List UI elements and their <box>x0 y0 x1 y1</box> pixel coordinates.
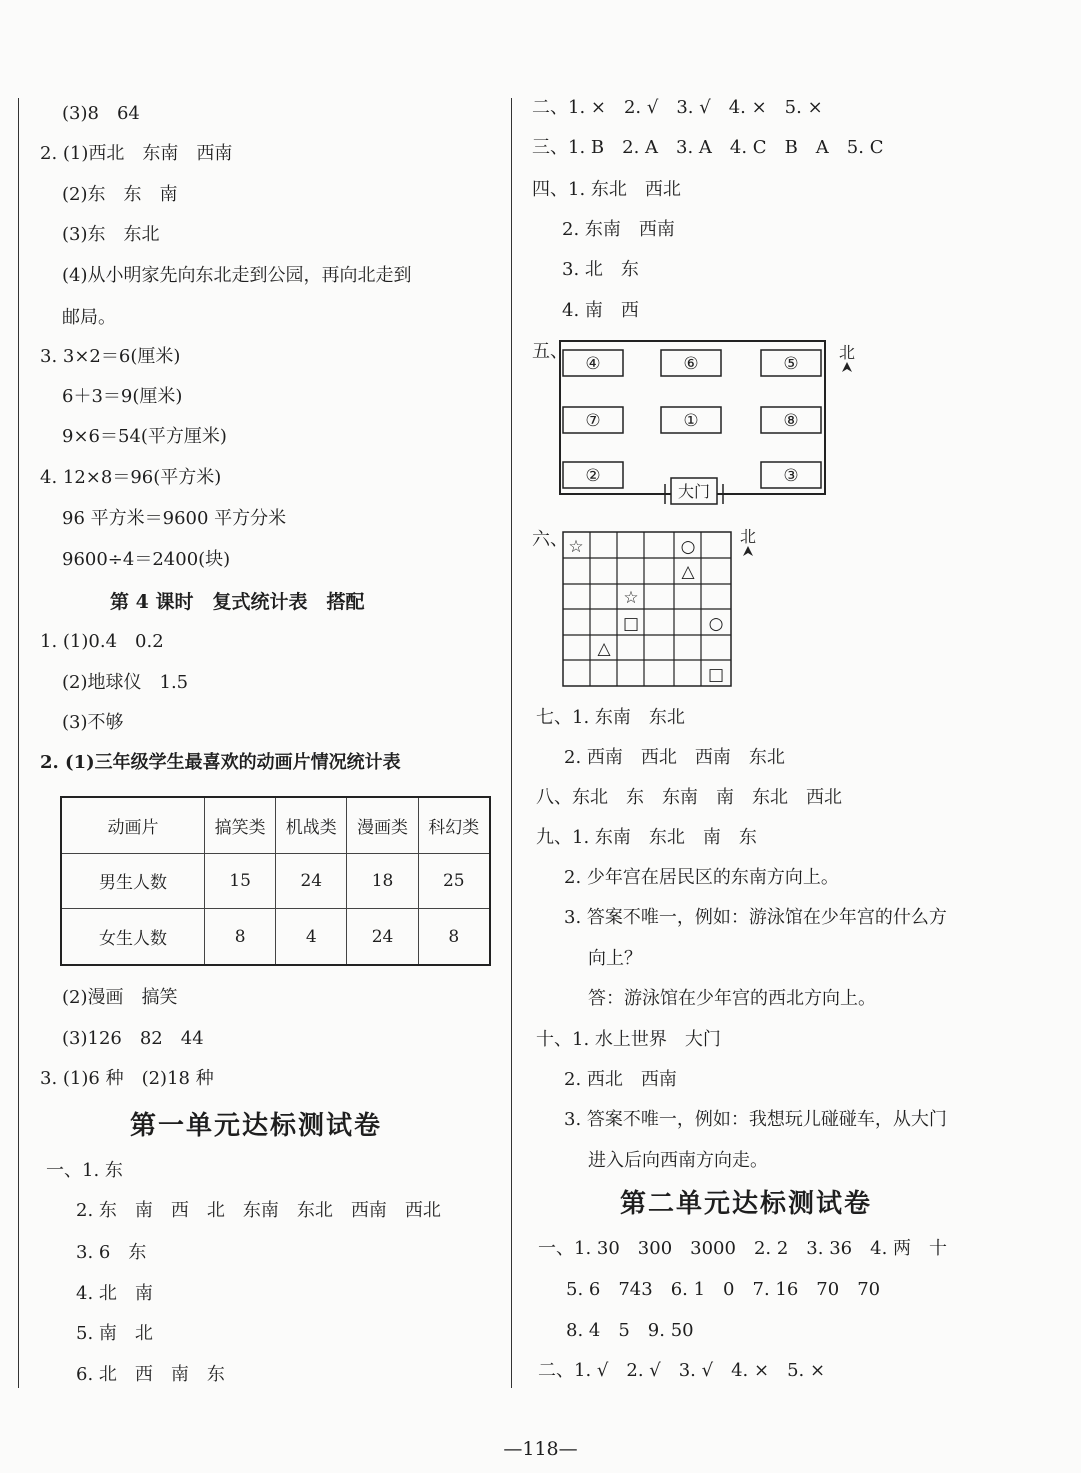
answer-line: 2. 西北 西南 <box>564 1069 677 1090</box>
star-icon: ☆ <box>568 537 584 557</box>
answer-line: 9×6＝54(平方厘米) <box>62 426 227 447</box>
map-label: ⑤ <box>783 354 799 374</box>
north-label: 北 <box>739 527 757 546</box>
answer-line: 9600÷4＝2400(块) <box>62 549 231 570</box>
circle-icon: ○ <box>680 537 696 557</box>
triangle-icon: △ <box>597 639 611 659</box>
answer-line: 三、1. B 2. A 3. A 4. C B A 5. C <box>532 137 884 158</box>
answer-line: 一、1. 东 <box>46 1160 123 1181</box>
answer-line: 1. (1)0.4 0.2 <box>40 631 164 652</box>
answer-line: 5. 6 743 6. 1 0 7. 16 70 70 <box>566 1279 881 1300</box>
answer-line: 3. 6 东 <box>76 1242 147 1263</box>
answer-line: 2. (1)西北 东南 西南 <box>40 143 233 164</box>
answer-line: 邮局。 <box>62 307 116 328</box>
square-icon: □ <box>707 665 725 685</box>
star-icon: ☆ <box>623 588 639 608</box>
table-cell: 4 <box>276 909 347 965</box>
section-title: 第 4 课时 复式统计表 搭配 <box>110 591 365 613</box>
answer-line: 答：游泳馆在少年宫的西北方向上。 <box>588 988 876 1009</box>
map-label: ⑧ <box>783 411 799 431</box>
table-header-cell: 漫画类 <box>347 797 418 853</box>
table-cell: 15 <box>205 853 276 908</box>
answer-line: 3. 3×2＝6(厘米) <box>40 346 181 367</box>
table-header-row <box>61 797 490 853</box>
answer-line: 6＋3＝9(厘米) <box>62 386 183 407</box>
table-header-cell: 搞笑类 <box>205 797 276 853</box>
map-label: ③ <box>783 466 799 486</box>
table-cell: 8 <box>205 909 276 965</box>
answer-line: 3. 答案不唯一，例如：我想玩儿碰碰车，从大门 <box>564 1109 947 1130</box>
answer-line: (2)漫画 搞笑 <box>62 987 178 1008</box>
answer-line: 向上？ <box>588 948 642 969</box>
answer-line: 二、1. √ 2. √ 3. √ 4. × 5. × <box>538 1360 826 1381</box>
north-arrow-icon <box>842 362 852 372</box>
answer-line: (2)地球仪 1.5 <box>62 672 189 693</box>
map-label: ① <box>683 411 699 431</box>
unit-one-title: 第一单元达标测试卷 <box>130 1111 383 1141</box>
answer-line: 6. 北 西 南 东 <box>76 1364 225 1385</box>
answer-line: 2. 少年宫在居民区的东南方向上。 <box>564 867 839 888</box>
answer-line: 2. 西南 西北 西南 东北 <box>564 747 785 768</box>
map-label: ⑥ <box>683 354 699 374</box>
answer-line: 九、1. 东南 东北 南 东 <box>536 827 757 848</box>
unit-two-title: 第二单元达标测试卷 <box>620 1189 873 1219</box>
table-cell: 24 <box>276 853 347 908</box>
answer-line: 8. 4 5 9. 50 <box>566 1320 694 1341</box>
table-cell: 18 <box>347 853 418 908</box>
answer-line: 5. 南 北 <box>76 1323 153 1344</box>
map-label: ② <box>585 466 601 486</box>
answer-line: 一、1. 30 300 3000 2. 2 3. 36 4. 两 十 <box>538 1238 948 1259</box>
answer-line: 七、1. 东南 东北 <box>536 707 685 728</box>
table-row <box>61 853 490 908</box>
answer-line: 进入后向西南方向走。 <box>588 1150 768 1171</box>
answer-line: (3)东 东北 <box>62 224 160 245</box>
answer-line: 二、1. × 2. √ 3. √ 4. × 5. × <box>532 97 823 118</box>
answer-line: 2. 东 南 西 北 东南 东北 西南 西北 <box>76 1200 441 1221</box>
answer-line: (2)东 东 南 <box>62 184 178 205</box>
answer-line: (3)8 64 <box>62 103 140 124</box>
statistics-table <box>60 796 491 966</box>
answer-line: 3. 北 东 <box>562 259 639 280</box>
answer-line: 96 平方米＝9600 平方分米 <box>62 508 287 529</box>
row-label: 女生人数 <box>61 909 205 965</box>
table-row <box>61 909 490 965</box>
table-header-cell: 科幻类 <box>418 797 490 853</box>
circle-icon: ○ <box>708 614 724 634</box>
question-six-label: 六、 <box>532 529 568 550</box>
answer-line: 4. 南 西 <box>562 300 639 321</box>
answer-line: 四、1. 东北 西北 <box>532 179 681 200</box>
table-caption: 2. (1)三年级学生最喜欢的动画片情况统计表 <box>40 752 401 773</box>
table-cell: 8 <box>418 909 490 965</box>
north-label: 北 <box>838 343 856 362</box>
table-header-cell: 动画片 <box>61 797 205 853</box>
gate-label: 大门 <box>677 482 711 501</box>
row-label: 男生人数 <box>61 853 205 908</box>
page-number: —118— <box>503 1438 578 1460</box>
answer-line: 八、东北 东 东南 南 东北 西北 <box>536 787 842 808</box>
square-icon: □ <box>622 614 640 634</box>
question-five-label: 五、 <box>532 341 568 362</box>
answer-line: 3. 答案不唯一，例如：游泳馆在少年宫的什么方 <box>564 907 947 928</box>
triangle-icon: △ <box>681 562 695 582</box>
map-label: ④ <box>585 354 601 374</box>
answer-line: (3)不够 <box>62 712 124 733</box>
position-grid <box>560 526 775 691</box>
answer-line: 4. 北 南 <box>76 1283 153 1304</box>
table-cell: 25 <box>418 853 490 908</box>
direction-map <box>555 338 865 508</box>
column-divider <box>511 98 512 1388</box>
table-header-cell: 机战类 <box>276 797 347 853</box>
map-label: ⑦ <box>585 411 601 431</box>
answer-line: (4)从小明家先向东北走到公园，再向北走到 <box>62 265 412 286</box>
left-margin-rule <box>18 98 19 1388</box>
answer-line: 2. 东南 西南 <box>562 219 675 240</box>
answer-line: 4. 12×8＝96(平方米) <box>40 467 222 488</box>
table-cell: 24 <box>347 909 418 965</box>
answer-line: 十、1. 水上世界 大门 <box>536 1029 721 1050</box>
answer-line: 3. (1)6 种 (2)18 种 <box>40 1068 214 1089</box>
north-arrow-icon <box>743 546 753 556</box>
answer-line: (3)126 82 44 <box>62 1028 204 1049</box>
